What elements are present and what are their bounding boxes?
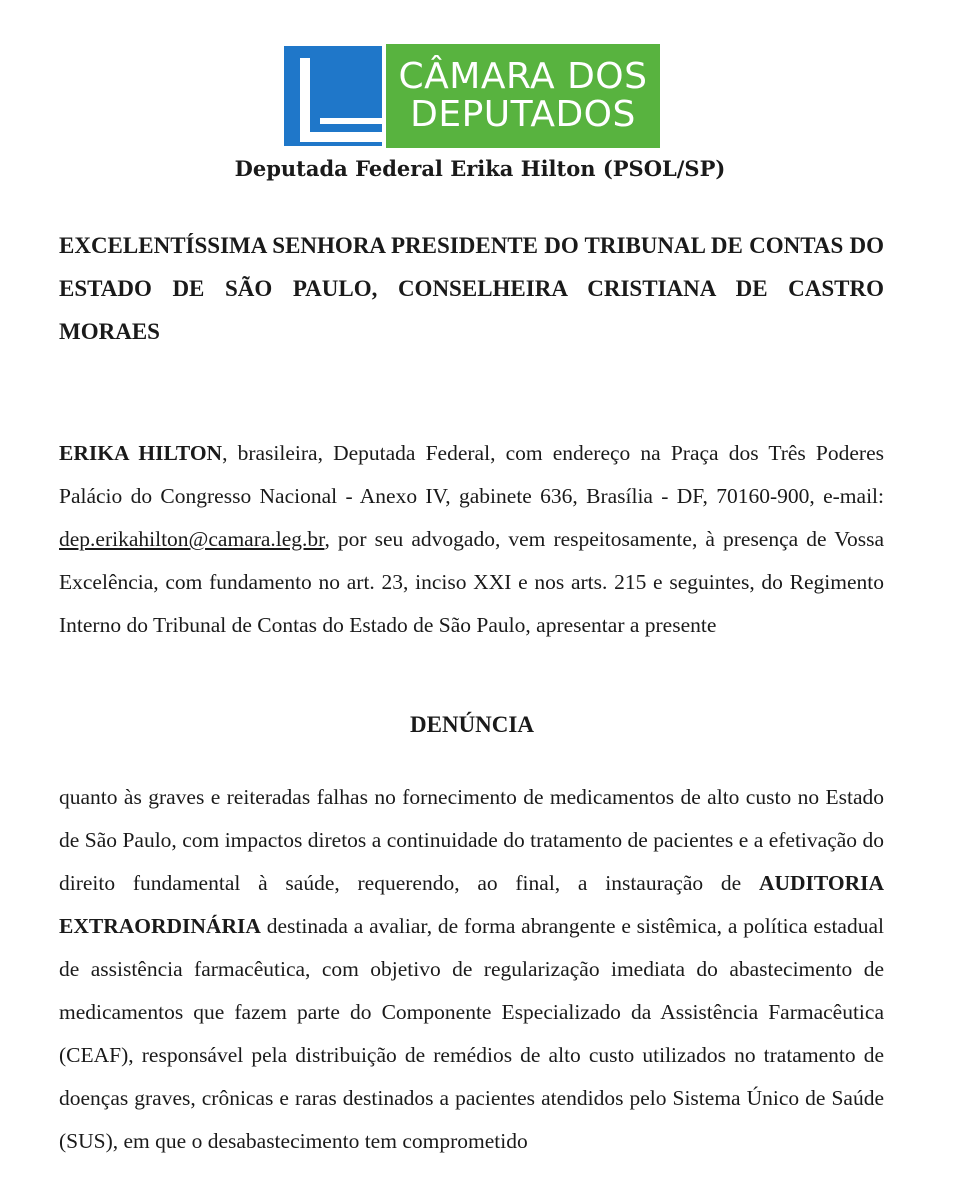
deputada-header: Deputada Federal Erika Hilton (PSOL/SP) (234, 156, 726, 181)
logo-wordmark (386, 44, 660, 148)
email-link[interactable]: dep.erikahilton@camara.leg.br (59, 527, 325, 551)
intro-text-2: , por seu advogado, vem respeitosamente, à presença de Vossa Excelência, com fundamento no art. 23, inciso XXI e nos arts. 215 e seguintes, do Regimento Interno do Tribunal de Contas do Estado de São Paulo, apresentar a presente (59, 527, 884, 637)
logo-line-2: DEPUTADOS (410, 94, 636, 135)
body-text-2: destinada a avaliar, de forma abrangente e sistêmica, a política estadual de assistência farmacêutica, com objetivo de regularização imediata do abastecimento de medicamentos que fazem parte do Componente Especializado da Assistência Farmacêutica (CEAF), responsável pela distribuição de remédios de alto custo utilizados no tratamento de doenças graves, crônicas e raras destinados a pacientes atendidos pelo Sistema Único de Saúde (SUS), em que o desabastecimento tem comprometido (59, 914, 884, 1153)
intro-text-1: , brasileira, Deputada Federal, com endereço na Praça dos Três Poderes Palácio do Congresso Nacional - Anexo IV, gabinete 636, Brasília - DF, 70160-900, e-mail: (59, 441, 884, 508)
camara-building-icon (282, 44, 384, 148)
logo-line-1: CÂMARA DOS (398, 56, 648, 97)
document-title: DENÚNCIA (410, 712, 534, 737)
addressee: EXCELENTÍSSIMA SENHORA PRESIDENTE DO TRIBUNAL DE CONTAS DO ESTADO DE SÃO PAULO, CONSELHEIRA CRISTIANA DE CASTRO MORAES (59, 233, 884, 344)
author-name: ERIKA HILTON (59, 441, 223, 465)
body-emphasis: AUDITORIA EXTRAORDINÁRIA (59, 871, 884, 938)
intro-paragraph (59, 432, 884, 647)
body-paragraph (59, 776, 884, 1200)
camara-logo (282, 44, 660, 148)
body-text-1: quanto às graves e reiteradas falhas no fornecimento de medicamentos de alto custo no Estado de São Paulo, com impactos diretos a continuidade do tratamento de pacientes e a efetivação do direito fundamental à saúde, requerendo, ao final, a instauração de (59, 785, 884, 895)
